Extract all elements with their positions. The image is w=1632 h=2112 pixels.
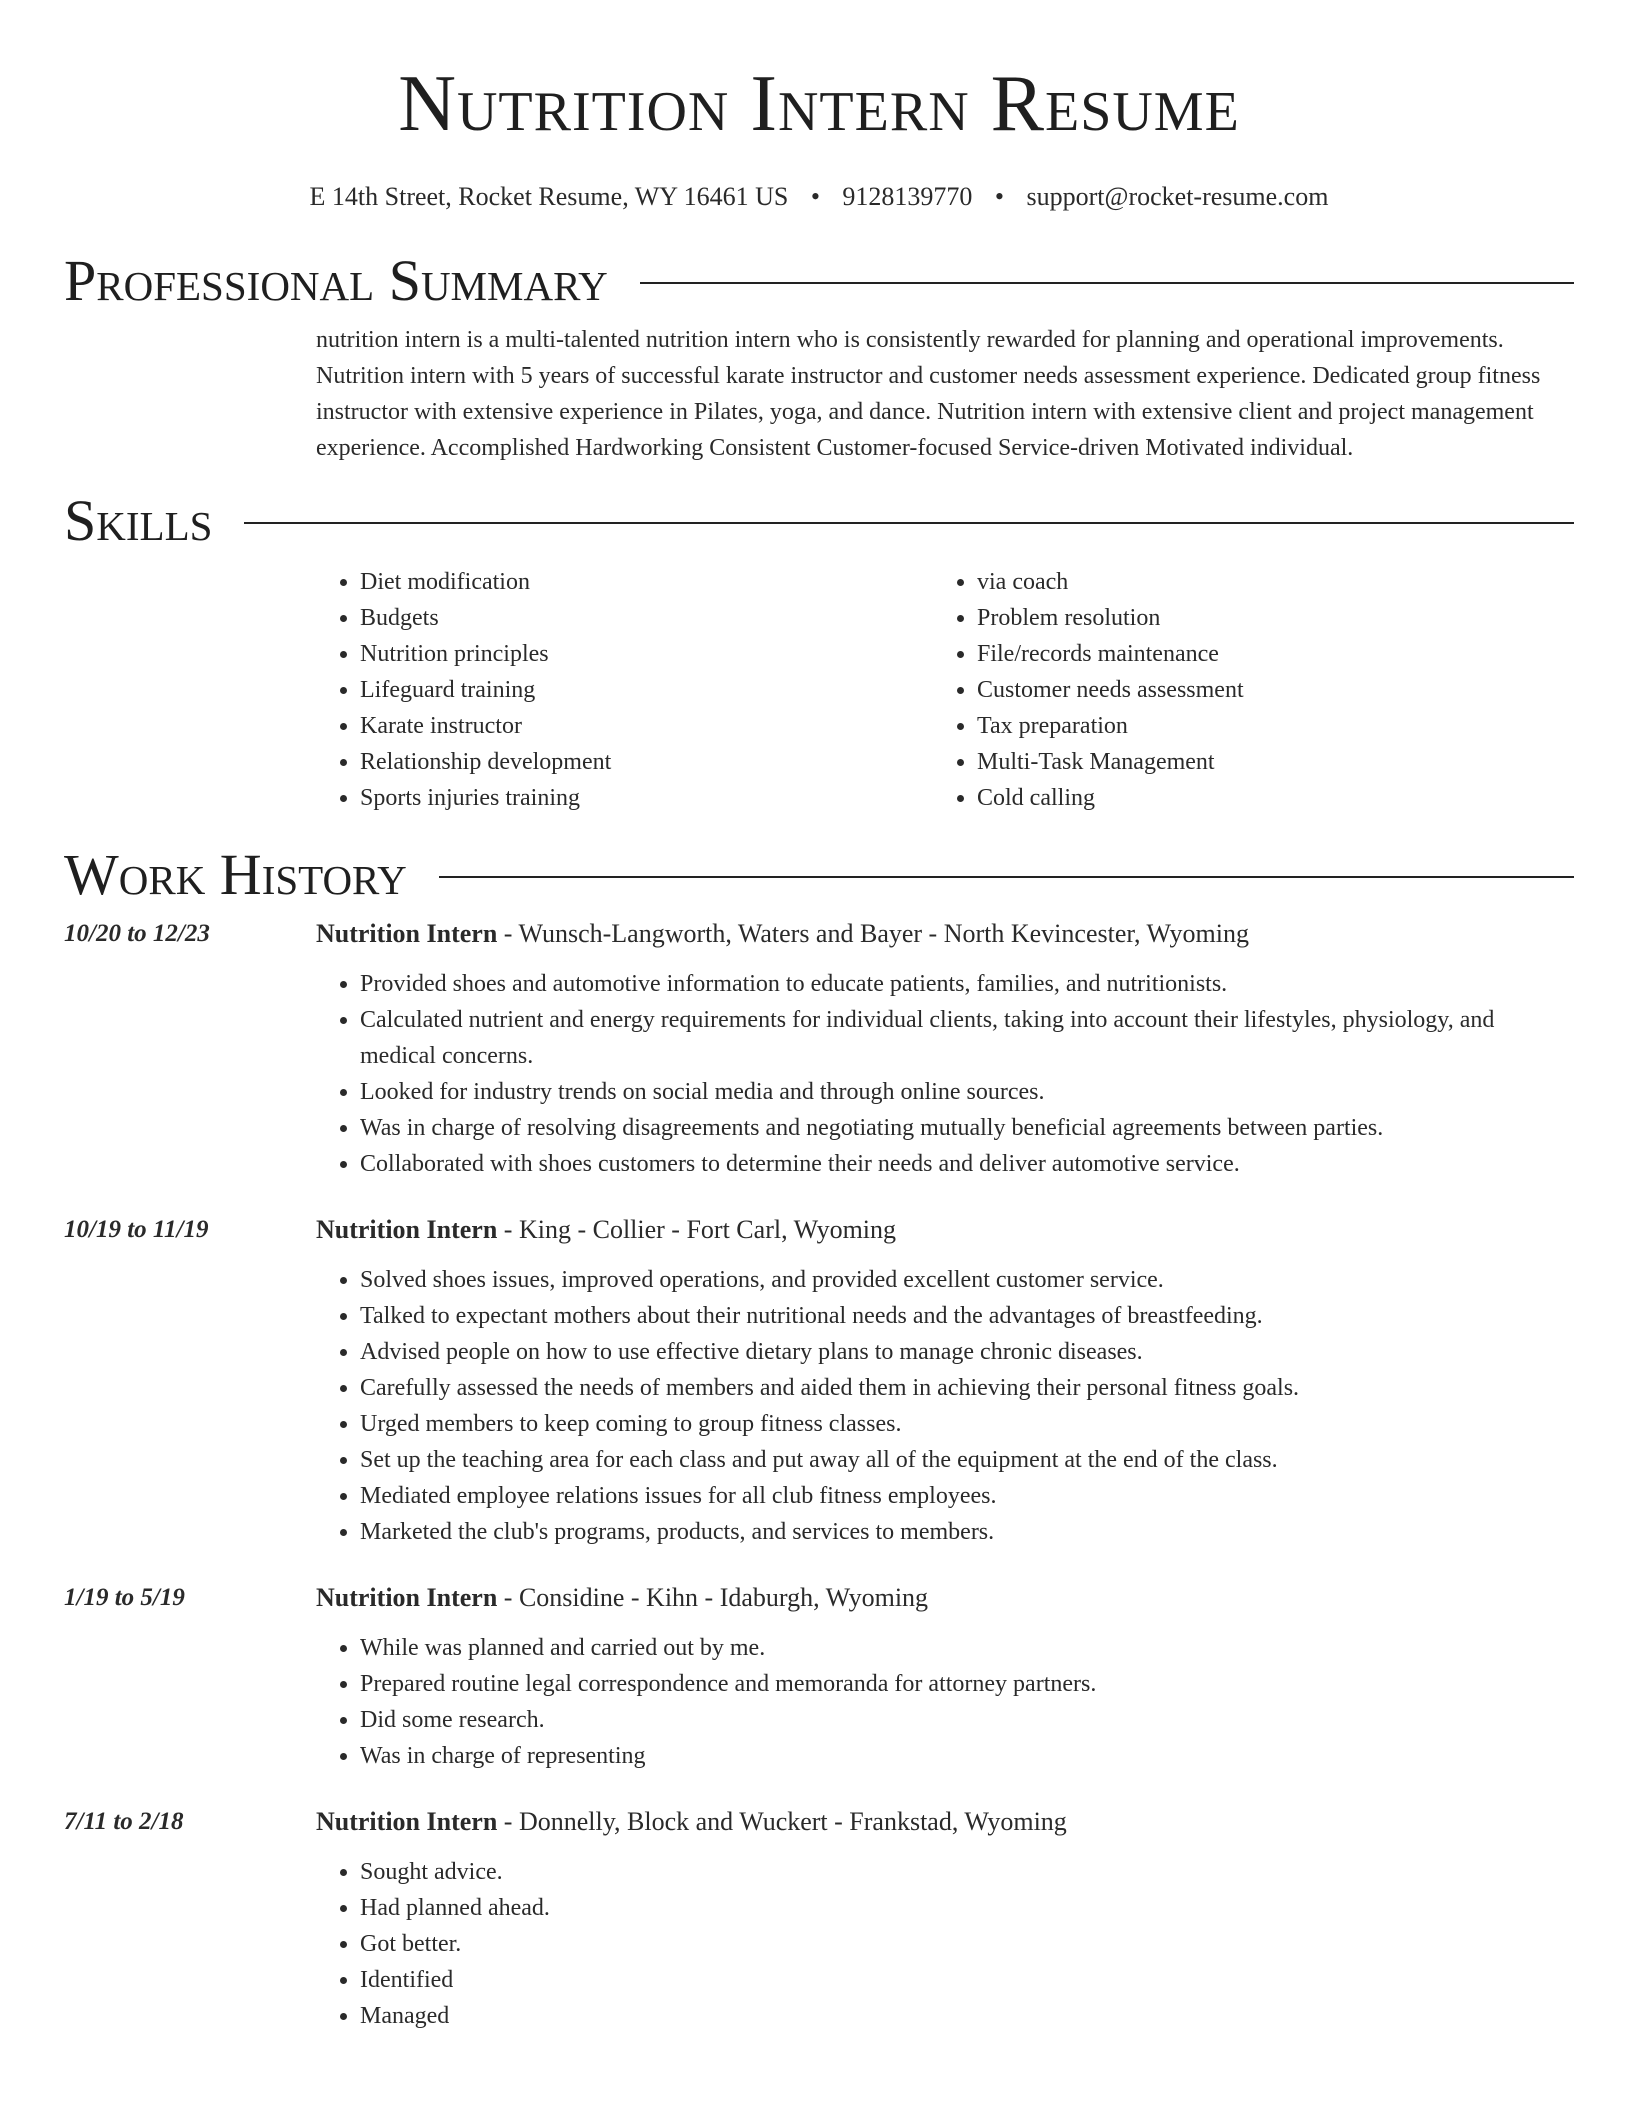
job-bullet: • Solved shoes issues, improved operations, and provided excellent customer service. — [360, 1262, 1574, 1298]
contact-line — [64, 180, 1574, 214]
job-bullet: • Identified — [360, 1962, 1574, 1998]
job-bullet: • Prepared routine legal correspondence and memoranda for attorney partners. — [360, 1666, 1574, 1702]
skill-item: • Sports injuries training — [360, 780, 933, 816]
job-employer-location: - Wunsch-Langworth, Waters and Bayer - North Kevincester, Wyoming — [497, 919, 1249, 948]
summary-text: nutrition intern is a multi-talented nutrition intern who is consistently rewarded for planning and operational improvements. Nutrition intern with 5 years of successful karate instructor and customer needs assessment experience. Dedicated group fitness instructor with extensive experience in Pilates, yoga, and dance. Nutrition intern with extensive client and project management experience. Accomplished Hardworking Consistent Customer-focused Service-driven Motivated individual. — [316, 327, 1541, 461]
job-heading — [316, 1580, 1574, 1616]
job-bullet: • Marketed the club's programs, products, and services to members. — [360, 1514, 1574, 1550]
job-bullet: • Looked for industry trends on social media and through online sources. — [360, 1074, 1574, 1110]
work-history-heading: Work History — [64, 842, 407, 907]
skill-item: • Customer needs assessment — [977, 672, 1550, 708]
skill-item: • Lifeguard training — [360, 672, 933, 708]
resume-title: Nutrition Intern Resume — [398, 60, 1240, 148]
work-history-section-header — [64, 842, 1574, 908]
job-heading — [316, 916, 1574, 952]
summary-section-header — [64, 248, 1574, 314]
job-heading — [316, 1804, 1574, 1840]
job-title: Nutrition Intern — [316, 1807, 498, 1836]
job-details — [316, 1804, 1574, 2034]
summary-heading: Professional Summary — [64, 248, 608, 313]
skills-heading: Skills — [64, 488, 213, 553]
summary-section — [316, 322, 1574, 466]
skill-item: • Diet modification — [360, 564, 933, 600]
job-dates: 10/19 to 11/19 — [64, 1216, 209, 1243]
skills-section — [316, 564, 1574, 816]
job-bullet: • Was in charge of resolving disagreements and negotiating mutually beneficial agreements between parties. — [360, 1110, 1574, 1146]
job-bullet: • Calculated nutrient and energy requirements for individual clients, taking into account their lifestyles, physiology, and medical concerns. — [360, 1002, 1574, 1074]
job-details — [316, 1580, 1574, 1774]
skill-item: • Relationship development — [360, 744, 933, 780]
job-bullet: • Collaborated with shoes customers to determine their needs and deliver automotive service. — [360, 1146, 1574, 1182]
job-bullet: • Sought advice. — [360, 1854, 1574, 1890]
job-bullet: • Did some research. — [360, 1702, 1574, 1738]
job-details — [316, 1212, 1574, 1550]
skill-item: • Tax preparation — [977, 708, 1550, 744]
job-entry — [64, 1580, 1574, 1774]
job-dates: 7/11 to 2/18 — [64, 1808, 184, 1835]
job-bullet: • Was in charge of representing — [360, 1738, 1574, 1774]
job-employer-location: - King - Collier - Fort Carl, Wyoming — [497, 1215, 897, 1244]
job-bullet: • Talked to expectant mothers about their nutritional needs and the advantages of breastfeeding. — [360, 1298, 1574, 1334]
job-title: Nutrition Intern — [316, 919, 498, 948]
work-history-section — [64, 916, 1574, 2034]
job-title: Nutrition Intern — [316, 1215, 498, 1244]
job-bullet: • Carefully assessed the needs of members and aided them in achieving their personal fitness goals. — [360, 1370, 1574, 1406]
contact-address: E 14th Street, Rocket Resume, WY 16461 US — [309, 182, 789, 211]
job-bullet-list — [316, 1854, 1574, 2034]
job-bullet: • Advised people on how to use effective dietary plans to manage chronic diseases. — [360, 1334, 1574, 1370]
section-divider — [439, 876, 1574, 878]
skills-section-header — [64, 488, 1574, 554]
skills-grid — [316, 564, 1574, 816]
job-bullet: • While was planned and carried out by me. — [360, 1630, 1574, 1666]
contact-phone: 9128139770 — [842, 182, 973, 211]
job-bullet-list — [316, 1630, 1574, 1774]
section-divider — [640, 282, 1574, 284]
job-bullet: • Got better. — [360, 1926, 1574, 1962]
skill-item: • via coach — [977, 564, 1550, 600]
skill-item: • Karate instructor — [360, 708, 933, 744]
job-heading — [316, 1212, 1574, 1248]
job-title: Nutrition Intern — [316, 1583, 498, 1612]
section-divider — [244, 522, 1574, 524]
skill-item: • Multi-Task Management — [977, 744, 1550, 780]
job-bullet: • Mediated employee relations issues for all club fitness employees. — [360, 1478, 1574, 1514]
job-bullet: • Set up the teaching area for each class and put away all of the equipment at the end of the class. — [360, 1442, 1574, 1478]
skill-item: • Nutrition principles — [360, 636, 933, 672]
skill-item: • Problem resolution — [977, 600, 1550, 636]
job-bullet-list — [316, 966, 1574, 1182]
job-entry — [64, 916, 1574, 1182]
job-dates: 1/19 to 5/19 — [64, 1584, 185, 1611]
job-bullet: • Managed — [360, 1998, 1574, 2034]
contact-email: support@rocket-resume.com — [1026, 182, 1329, 211]
skills-list-left — [316, 564, 933, 816]
skill-item: • Cold calling — [977, 780, 1550, 816]
contact-separator: • — [810, 182, 820, 211]
skill-item: • File/records maintenance — [977, 636, 1550, 672]
job-bullet-list — [316, 1262, 1574, 1550]
job-bullet: • Provided shoes and automotive information to educate patients, families, and nutritionists. — [360, 966, 1574, 1002]
job-employer-location: - Donnelly, Block and Wuckert - Frankstad, Wyoming — [497, 1807, 1067, 1836]
job-entry — [64, 1212, 1574, 1550]
job-employer-location: - Considine - Kihn - Idaburgh, Wyoming — [497, 1583, 929, 1612]
skills-list-right — [933, 564, 1550, 816]
contact-separator: • — [994, 182, 1005, 211]
job-details — [316, 916, 1574, 1182]
job-entry — [64, 1804, 1574, 2034]
job-bullet: • Had planned ahead. — [360, 1890, 1574, 1926]
job-bullet: • Urged members to keep coming to group fitness classes. — [360, 1406, 1574, 1442]
skill-item: • Budgets — [360, 600, 933, 636]
job-dates: 10/20 to 12/23 — [64, 920, 210, 947]
